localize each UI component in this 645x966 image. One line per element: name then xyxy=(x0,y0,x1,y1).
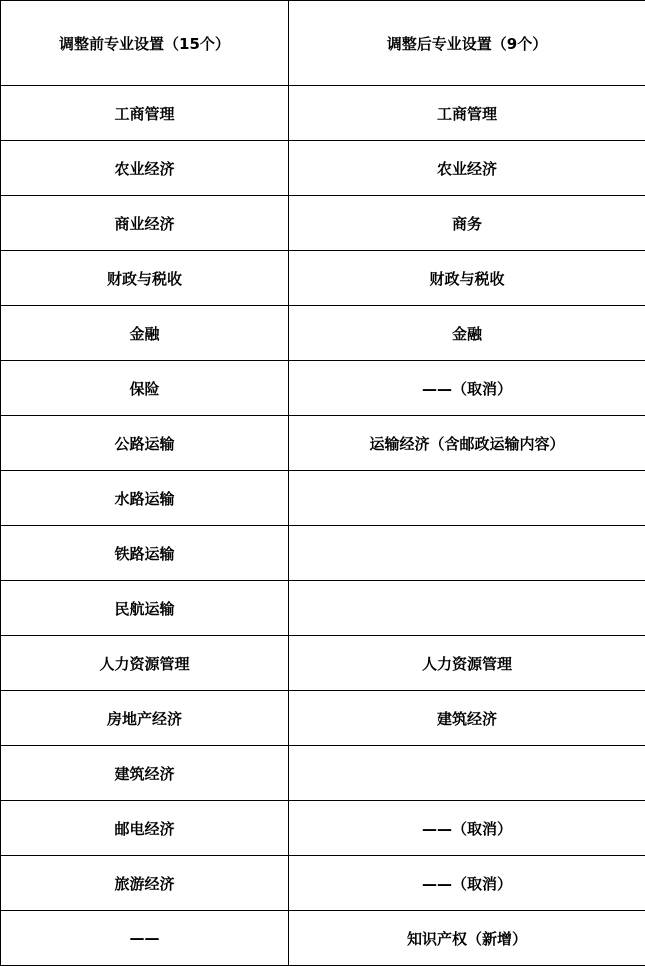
table-row xyxy=(1,801,645,856)
table-header xyxy=(1,1,645,86)
cell-before: 公路运输 xyxy=(1,416,289,471)
table-row xyxy=(1,361,645,416)
cell-before: 民航运输 xyxy=(1,581,289,636)
header-row xyxy=(1,1,645,86)
cell-after: 工商管理 xyxy=(289,86,645,141)
table-row xyxy=(1,251,645,306)
table-row xyxy=(1,416,645,471)
header-before: 调整前专业设置（15个） xyxy=(1,1,289,86)
cell-after: ——（取消） xyxy=(289,801,645,856)
cell-before: 金融 xyxy=(1,306,289,361)
cell-after: 知识产权（新增） xyxy=(289,911,645,966)
cell-before: 水路运输 xyxy=(1,471,289,526)
table-row xyxy=(1,581,645,636)
table-row xyxy=(1,691,645,746)
cell-before: 商业经济 xyxy=(1,196,289,251)
table-row xyxy=(1,141,645,196)
cell-before: 财政与税收 xyxy=(1,251,289,306)
cell-before: 农业经济 xyxy=(1,141,289,196)
cell-after xyxy=(289,526,645,581)
cell-after xyxy=(289,581,645,636)
cell-after: 运输经济（含邮政运输内容） xyxy=(289,416,645,471)
table-row xyxy=(1,86,645,141)
cell-after: 金融 xyxy=(289,306,645,361)
cell-after xyxy=(289,471,645,526)
cell-before: 房地产经济 xyxy=(1,691,289,746)
cell-after: 建筑经济 xyxy=(289,691,645,746)
header-after: 调整后专业设置（9个） xyxy=(289,1,645,86)
table-row xyxy=(1,856,645,911)
cell-before: 铁路运输 xyxy=(1,526,289,581)
cell-after: ——（取消） xyxy=(289,361,645,416)
cell-after: 人力资源管理 xyxy=(289,636,645,691)
table-row xyxy=(1,196,645,251)
cell-after: 农业经济 xyxy=(289,141,645,196)
table-row xyxy=(1,471,645,526)
cell-after: 财政与税收 xyxy=(289,251,645,306)
cell-before: 保险 xyxy=(1,361,289,416)
cell-before: —— xyxy=(1,911,289,966)
table-row xyxy=(1,746,645,801)
cell-after: 商务 xyxy=(289,196,645,251)
table-row xyxy=(1,526,645,581)
cell-before: 旅游经济 xyxy=(1,856,289,911)
table-row xyxy=(1,636,645,691)
table-body xyxy=(1,86,645,966)
cell-after xyxy=(289,746,645,801)
cell-after: ——（取消） xyxy=(289,856,645,911)
table-row xyxy=(1,306,645,361)
cell-before: 工商管理 xyxy=(1,86,289,141)
cell-before: 人力资源管理 xyxy=(1,636,289,691)
cell-before: 邮电经济 xyxy=(1,801,289,856)
cell-before: 建筑经济 xyxy=(1,746,289,801)
table-row xyxy=(1,911,645,966)
